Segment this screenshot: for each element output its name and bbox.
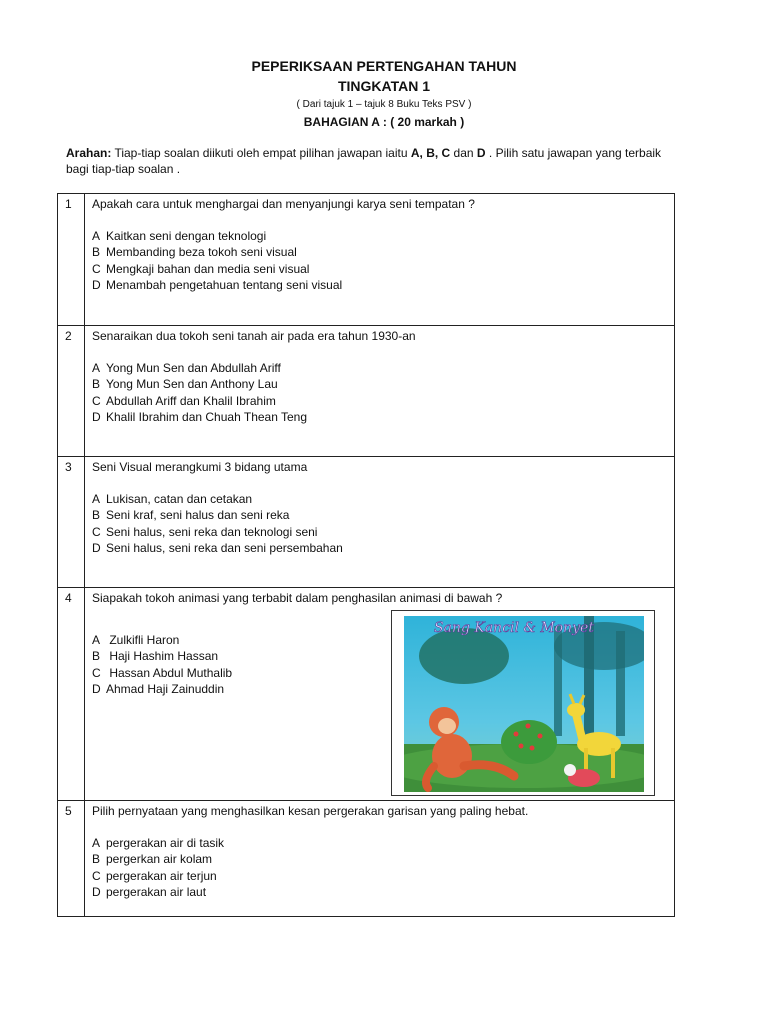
option-letter: D <box>92 278 101 293</box>
question-cell <box>85 194 675 326</box>
option-text: pergerakan air terjun <box>106 868 217 883</box>
option-text: Mengkaji bahan dan media seni visual <box>106 261 310 276</box>
instructions-lead: Arahan: <box>66 146 112 160</box>
option-a[interactable] <box>92 360 674 376</box>
animation-image-frame <box>391 610 655 796</box>
option-text: Haji Hashim Hassan <box>106 649 219 664</box>
option-text: Menambah pengetahuan tentang seni visual <box>106 278 343 293</box>
option-letter: B <box>92 245 101 260</box>
option-letter: A <box>92 229 101 243</box>
option-b[interactable] <box>92 507 674 523</box>
option-d[interactable] <box>92 884 674 900</box>
question-number: 4 <box>58 588 85 801</box>
question-number: 5 <box>58 801 85 917</box>
question-number: 3 <box>58 457 85 588</box>
option-text: Membanding beza tokoh seni visual <box>106 245 297 260</box>
question-cell <box>85 457 675 588</box>
option-text: Kaitkan seni dengan teknologi <box>106 229 267 243</box>
instructions <box>66 145 686 177</box>
option-c[interactable] <box>92 261 674 277</box>
animation-still-image <box>404 616 644 792</box>
option-c[interactable] <box>92 524 674 540</box>
option-b[interactable] <box>92 376 674 392</box>
instructions-text-3: . Pilih satu jawapan yang terbaik bagi tiap-tiap soalan . <box>66 146 662 176</box>
instructions-text-1: Tiap-tiap soalan diikuti oleh empat pilihan jawapan iaitu <box>111 146 411 160</box>
option-list <box>92 360 674 426</box>
option-text: Abdullah Ariff dan Khalil Ibrahim <box>106 393 276 408</box>
option-d[interactable] <box>92 277 674 293</box>
question-text: Apakah cara untuk menghargai dan menyanjungi karya seni tempatan ? <box>92 197 475 211</box>
question-cell <box>85 801 675 917</box>
question-number: 2 <box>58 326 85 457</box>
instructions-abc: A, B, C <box>410 146 451 160</box>
exam-grade: TINGKATAN 1 <box>337 78 431 94</box>
question-row <box>58 326 675 457</box>
option-letter: B <box>92 649 101 664</box>
option-text: Ahmad Haji Zainuddin <box>106 682 225 697</box>
option-text: Yong Mun Sen dan Anthony Lau <box>106 377 278 392</box>
option-text: Seni halus, seni reka dan teknologi seni <box>106 524 318 539</box>
option-letter: A <box>92 361 101 375</box>
option-text: pergerkan air kolam <box>106 852 213 867</box>
option-text: Hassan Abdul Muthalib <box>106 665 233 680</box>
option-letter: B <box>92 508 101 523</box>
option-d[interactable] <box>92 540 674 556</box>
option-b[interactable] <box>92 244 674 260</box>
option-a[interactable] <box>92 491 674 507</box>
option-c[interactable] <box>92 393 674 409</box>
option-letter: B <box>92 377 101 392</box>
option-a[interactable] <box>92 228 674 244</box>
option-letter: C <box>92 524 101 539</box>
option-letter: A <box>92 633 101 647</box>
question-number: 1 <box>58 194 85 326</box>
option-letter: C <box>92 393 101 408</box>
option-a[interactable] <box>92 835 674 851</box>
option-letter: D <box>92 541 101 556</box>
section-label: BAHAGIAN A : ( 20 markah ) <box>303 115 465 129</box>
option-list <box>92 835 674 901</box>
option-letter: C <box>92 665 101 680</box>
option-text: pergerakan air di tasik <box>106 836 225 850</box>
question-text: Senaraikan dua tokoh seni tanah air pada era tahun 1930-an <box>92 329 416 343</box>
option-letter: D <box>92 410 101 425</box>
option-list <box>92 491 674 557</box>
option-d[interactable] <box>92 409 674 425</box>
exam-header <box>0 56 768 131</box>
option-b[interactable] <box>92 851 674 867</box>
question-row <box>58 588 675 801</box>
option-letter: A <box>92 836 101 850</box>
option-letter: A <box>92 492 101 506</box>
instructions-text-2: dan <box>450 146 477 160</box>
option-text: Seni kraf, seni halus dan seni reka <box>106 508 290 523</box>
option-text: Zulkifli Haron <box>106 633 180 647</box>
option-letter: C <box>92 868 101 883</box>
option-text: Seni halus, seni reka dan seni persembahan <box>106 541 343 556</box>
question-row <box>58 457 675 588</box>
option-text: Khalil Ibrahim dan Chuah Thean Teng <box>106 410 308 425</box>
exam-title: PEPERIKSAAN PERTENGAHAN TAHUN <box>251 58 517 74</box>
instructions-d: D <box>476 146 486 160</box>
animation-title-logo: Sang Kancil & Monyet <box>434 620 594 636</box>
question-row <box>58 194 675 326</box>
option-text: Yong Mun Sen dan Abdullah Ariff <box>106 361 281 375</box>
question-row <box>58 801 675 917</box>
question-cell <box>85 326 675 457</box>
option-text: pergerakan air laut <box>106 885 207 900</box>
option-letter: B <box>92 852 101 867</box>
option-list <box>92 228 674 294</box>
option-letter: D <box>92 682 101 697</box>
question-text: Siapakah tokoh animasi yang terbabit dalam penghasilan animasi di bawah ? <box>92 591 503 605</box>
question-text: Seni Visual merangkumi 3 bidang utama <box>92 460 308 474</box>
exam-scope: ( Dari tajuk 1 – tajuk 8 Buku Teks PSV ) <box>296 99 472 110</box>
option-letter: D <box>92 885 101 900</box>
option-letter: C <box>92 261 101 276</box>
option-c[interactable] <box>92 868 674 884</box>
option-text: Lukisan, catan dan cetakan <box>106 492 253 506</box>
question-cell <box>85 588 675 801</box>
question-text: Pilih pernyataan yang menghasilkan kesan pergerakan garisan yang paling hebat. <box>92 804 529 818</box>
question-table <box>57 193 675 917</box>
